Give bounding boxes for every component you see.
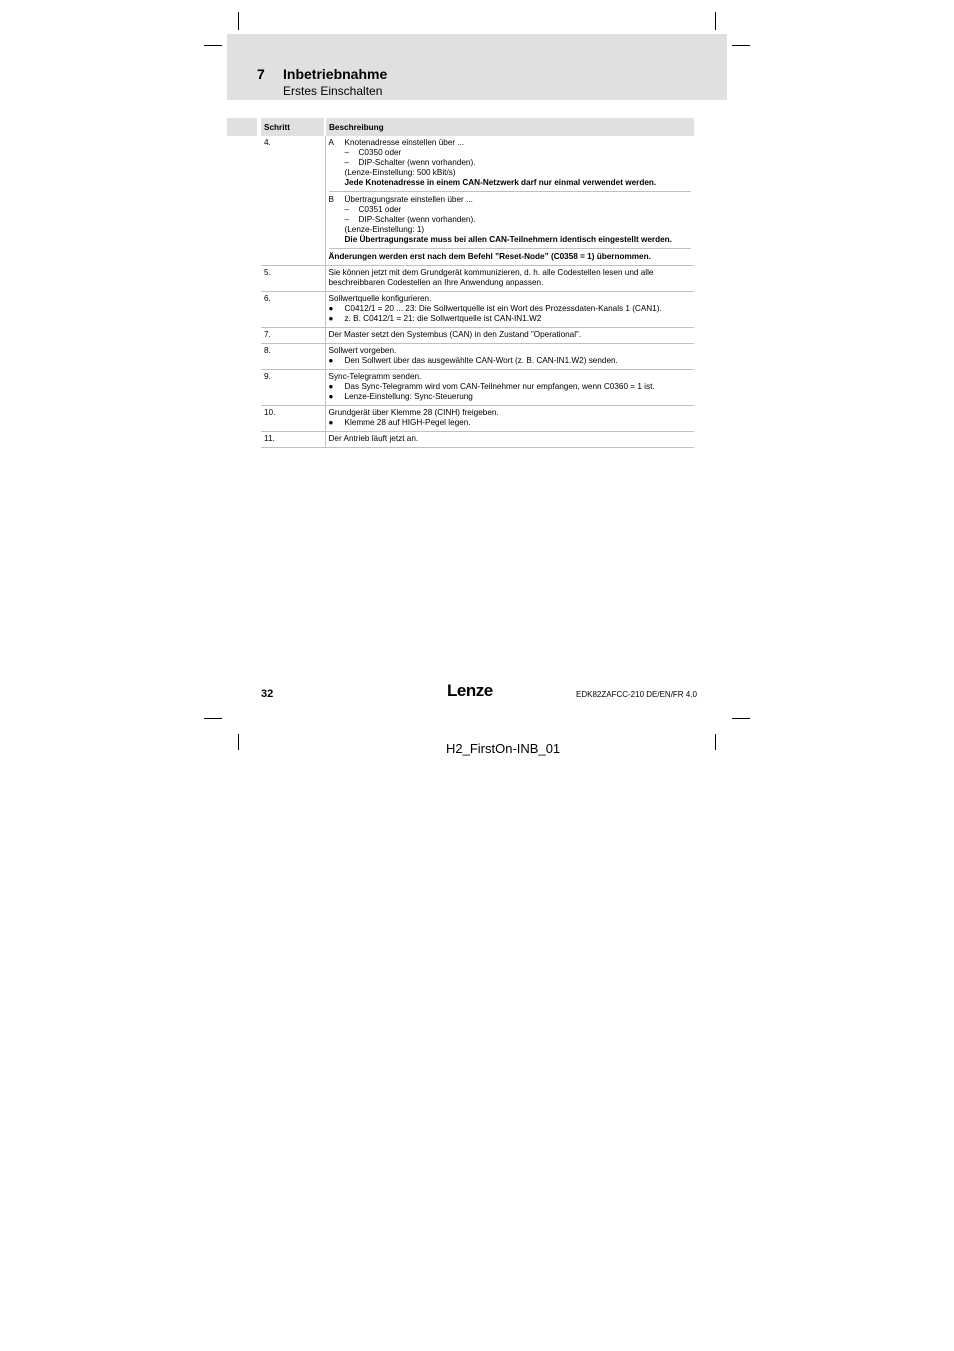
step-number: 11. <box>261 432 325 448</box>
part-marker: B <box>328 195 334 204</box>
dash-item: C0350 oder <box>358 148 402 157</box>
step-text: Sync-Telegramm senden. <box>328 372 422 381</box>
table-row <box>261 344 694 370</box>
crop-mark <box>732 45 750 46</box>
table-row <box>261 432 694 448</box>
dash-marker: – <box>344 215 350 224</box>
table-row <box>261 266 694 292</box>
header-description: Beschreibung <box>325 118 694 136</box>
table-row <box>261 406 694 432</box>
dash-marker: – <box>344 158 350 167</box>
default-setting: (Lenze-Einstellung: 500 kBit/s) <box>344 168 456 177</box>
bold-note: Die Übertragungsrate muss bei allen CAN-Teilnehmern identisch eingestellt werden. <box>344 235 672 244</box>
step4-part-a <box>329 138 692 192</box>
step-description <box>325 406 694 432</box>
table-margin-band <box>227 118 257 136</box>
step-description <box>325 292 694 328</box>
step-description: Der Antrieb läuft jetzt an. <box>325 432 694 448</box>
crop-mark <box>238 12 239 30</box>
step-text: Grundgerät über Klemme 28 (CINH) freigeben. <box>328 408 499 417</box>
dash-item: C0351 oder <box>358 205 402 214</box>
table-row <box>261 136 694 266</box>
step-number: 8. <box>261 344 325 370</box>
default-setting: (Lenze-Einstellung: 1) <box>344 225 425 234</box>
crop-mark <box>204 45 222 46</box>
crop-mark <box>732 718 750 719</box>
step-number: 9. <box>261 370 325 406</box>
part-marker: A <box>328 138 334 147</box>
step-description: Sie können jetzt mit dem Grundgerät kommunizieren, d. h. alle Codestellen lesen und alle beschreibbaren Codestellen an Ihre Anwendung anpassen. <box>325 266 694 292</box>
dash-marker: – <box>344 148 350 157</box>
step-number: 10. <box>261 406 325 432</box>
crop-mark <box>238 734 239 750</box>
lenze-logo: Lenze <box>447 681 493 700</box>
step-number: 4. <box>261 136 325 266</box>
bullet-icon: ● <box>328 418 334 427</box>
step-text: Sollwert vorgeben. <box>328 346 397 355</box>
bullet-icon: ● <box>328 314 334 323</box>
dash-item: DIP-Schalter (wenn vorhanden). <box>358 215 476 224</box>
bold-note: Änderungen werden erst nach dem Befehl ”Reset-Node” (C0358 = 1) übernommen. <box>328 252 651 261</box>
bullet-icon: ● <box>328 382 334 391</box>
footer-identifier: H2_FirstOn-INB_01 <box>446 741 561 756</box>
step-description: Der Master setzt den Systembus (CAN) in den Zustand ”Operational”. <box>325 328 694 344</box>
part-text: Knotenadresse einstellen über ... <box>344 138 465 147</box>
table-header-row <box>261 118 694 136</box>
bullet-icon: ● <box>328 304 334 313</box>
dash-item: DIP-Schalter (wenn vorhanden). <box>358 158 476 167</box>
step-description <box>325 344 694 370</box>
bullet-icon: ● <box>328 392 334 401</box>
chapter-number: 7 <box>257 66 265 82</box>
table-row <box>261 328 694 344</box>
step-description <box>325 136 694 266</box>
header-step: Schritt <box>261 118 325 136</box>
bullet-text: Das Sync-Telegramm wird vom CAN-Teilnehmer nur empfangen, wenn C0360 = 1 ist. <box>344 382 655 391</box>
chapter-subtitle: Erstes Einschalten <box>283 84 383 98</box>
crop-mark <box>715 734 716 750</box>
dash-marker: – <box>344 205 350 214</box>
crop-mark <box>204 718 222 719</box>
step-number: 7. <box>261 328 325 344</box>
step-number: 5. <box>261 266 325 292</box>
bullet-icon: ● <box>328 356 334 365</box>
document-id: EDK82ZAFCC-210 DE/EN/FR 4.0 <box>576 690 697 699</box>
bullet-text: Den Sollwert über das ausgewählte CAN-Wort (z. B. CAN-IN1.W2) senden. <box>344 356 618 365</box>
bullet-text: C0412/1 = 20 ... 23: Die Sollwertquelle ist ein Wort des Prozessdaten-Kanals 1 (CAN1). <box>344 304 662 313</box>
page-number: 32 <box>261 688 274 700</box>
steps-table <box>261 118 694 448</box>
crop-mark <box>715 12 716 30</box>
table-row <box>261 370 694 406</box>
bullet-text: z. B. C0412/1 = 21: die Sollwertquelle ist CAN-IN1.W2 <box>344 314 542 323</box>
bullet-text: Klemme 28 auf HIGH-Pegel legen. <box>344 418 471 427</box>
bullet-text: Lenze-Einstellung: Sync-Steuerung <box>344 392 473 401</box>
step4-part-b <box>329 195 692 249</box>
bold-note: Jede Knotenadresse in einem CAN-Netzwerk darf nur einmal verwendet werden. <box>344 178 657 187</box>
step-text: Sollwertquelle konfigurieren. <box>328 294 432 303</box>
chapter-title: Inbetriebnahme <box>283 66 388 82</box>
step-number: 6. <box>261 292 325 328</box>
step-description <box>325 370 694 406</box>
part-text: Übertragungsrate einstellen über ... <box>344 195 473 204</box>
table-row <box>261 292 694 328</box>
